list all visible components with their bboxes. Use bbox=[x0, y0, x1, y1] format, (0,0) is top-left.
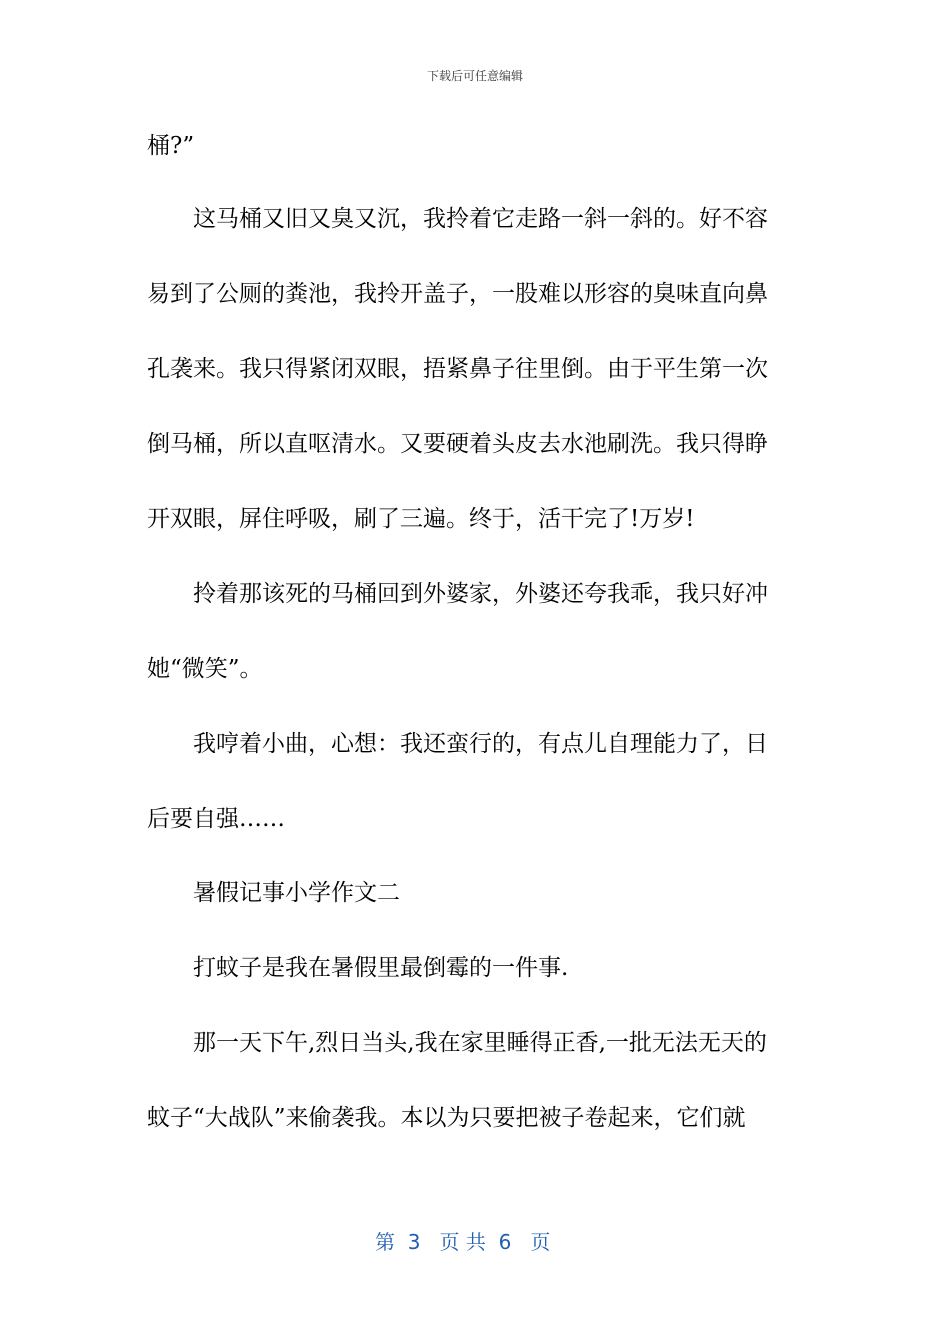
header-note: 下载后可任意编辑 bbox=[426, 69, 523, 83]
page-number: 第 3 页 共 6 页 bbox=[375, 1230, 551, 1254]
